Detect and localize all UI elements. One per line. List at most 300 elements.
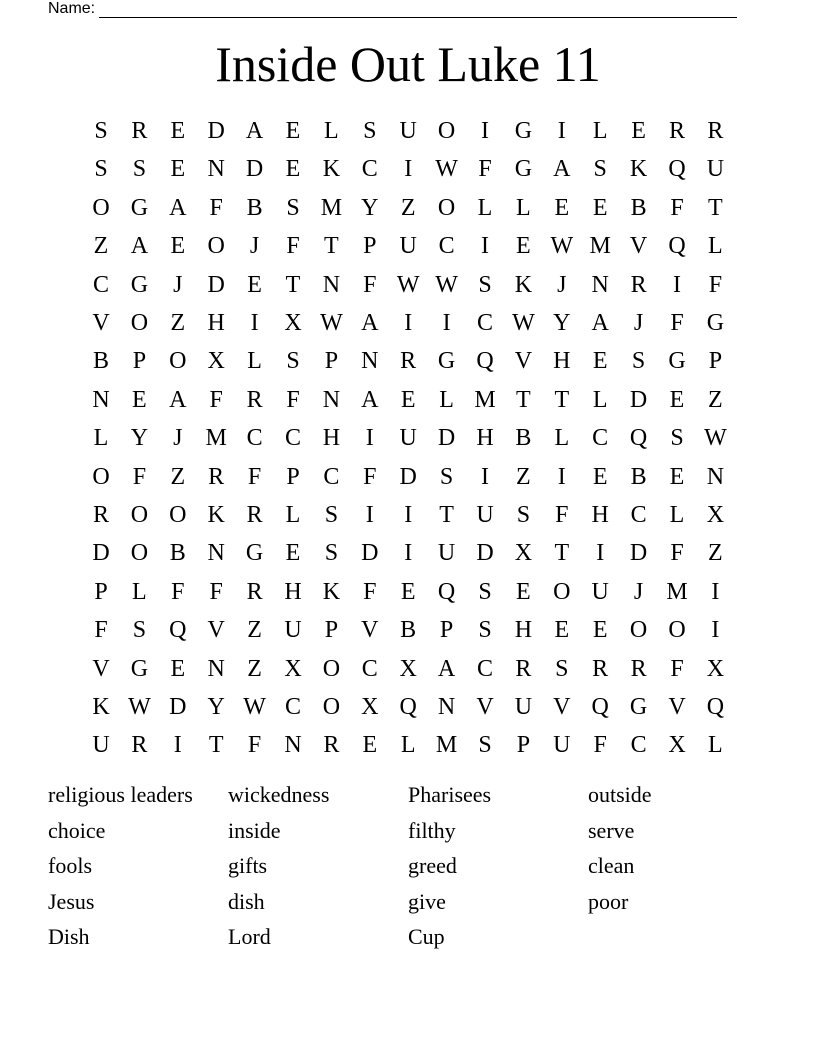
grid-cell[interactable]: V xyxy=(553,694,571,720)
word-list-item: Jesus xyxy=(48,888,95,914)
grid-cell[interactable]: A xyxy=(591,310,609,336)
grid-cell[interactable]: D xyxy=(245,156,264,183)
grid-cell[interactable]: A xyxy=(361,310,379,336)
grid-cell[interactable]: K xyxy=(92,694,110,720)
grid-cell[interactable]: Q xyxy=(629,425,648,452)
grid-cell[interactable]: H xyxy=(284,578,302,605)
grid-cell[interactable]: I xyxy=(673,271,681,298)
grid-cell[interactable]: T xyxy=(439,502,454,528)
word-list-item: poor xyxy=(588,888,629,914)
grid-cell[interactable]: O xyxy=(629,617,648,644)
grid-cell[interactable]: I xyxy=(557,118,566,144)
grid-cell[interactable]: X xyxy=(706,655,725,682)
grid-cell[interactable]: I xyxy=(711,617,720,644)
grid-cell[interactable]: U xyxy=(591,578,609,605)
grid-cell[interactable]: I xyxy=(365,425,374,452)
grid-cell[interactable]: X xyxy=(207,348,225,375)
grid-cell[interactable]: I xyxy=(173,732,182,759)
grid-cell[interactable]: C xyxy=(246,425,263,452)
grid-cell[interactable]: O xyxy=(322,655,341,682)
grid-cell[interactable]: E xyxy=(592,617,608,644)
grid-cell[interactable]: Q xyxy=(476,348,494,375)
grid-cell[interactable]: E xyxy=(170,655,186,682)
grid-cell[interactable]: L xyxy=(516,194,531,221)
grid-cell[interactable]: L xyxy=(93,425,109,452)
grid-cell[interactable]: L xyxy=(324,118,339,144)
name-field[interactable] xyxy=(48,0,737,18)
grid-cell[interactable]: L xyxy=(400,732,416,759)
grid-cell[interactable]: C xyxy=(284,694,301,720)
grid-cell[interactable]: I xyxy=(481,233,489,260)
grid-cell[interactable]: I xyxy=(481,463,489,490)
grid-cell[interactable]: K xyxy=(514,271,533,298)
grid-cell[interactable]: Q xyxy=(706,694,725,720)
grid-cell[interactable]: B xyxy=(92,348,109,375)
name-underline[interactable] xyxy=(99,2,737,18)
grid-cell[interactable]: W xyxy=(128,694,151,720)
grid-cell[interactable]: C xyxy=(323,463,340,490)
grid-cell[interactable]: C xyxy=(476,310,493,336)
grid-cell[interactable]: C xyxy=(592,425,609,452)
grid-cell[interactable]: R xyxy=(707,118,724,144)
grid-cell[interactable]: N xyxy=(207,156,225,183)
grid-cell[interactable]: J xyxy=(633,578,644,605)
grid-cell[interactable]: B xyxy=(630,463,647,490)
grid-cell[interactable]: J xyxy=(173,425,183,452)
grid-cell[interactable]: E xyxy=(247,271,262,298)
grid-cell[interactable]: E xyxy=(516,233,531,260)
grid-cell[interactable]: L xyxy=(285,502,301,528)
grid-cell[interactable]: E xyxy=(170,156,186,183)
grid-cell[interactable]: D xyxy=(169,694,187,720)
grid-cell[interactable]: S xyxy=(324,502,339,528)
grid-cell[interactable]: W xyxy=(550,233,574,260)
grid-cell[interactable]: N xyxy=(437,694,456,720)
word-list-item: outside xyxy=(588,782,652,807)
grid-cell[interactable]: M xyxy=(320,194,343,221)
grid-cell[interactable]: V xyxy=(207,617,225,644)
grid-cell[interactable]: L xyxy=(554,425,570,452)
grid-cell[interactable]: C xyxy=(361,655,378,682)
word-list-item: choice xyxy=(48,817,106,843)
grid-cell[interactable]: N xyxy=(284,732,302,759)
grid-cell[interactable]: N xyxy=(207,540,225,567)
grid-cell[interactable]: F xyxy=(363,271,377,298)
grid-cell[interactable]: R xyxy=(246,578,263,605)
grid-cell[interactable]: N xyxy=(706,463,725,490)
grid-cell[interactable]: G xyxy=(130,655,149,682)
word-list-item: fools xyxy=(48,853,92,879)
grid-cell[interactable]: S xyxy=(439,463,454,490)
grid-cell[interactable]: G xyxy=(130,271,149,298)
grid-cell[interactable]: M xyxy=(205,425,227,452)
grid-cell[interactable]: I xyxy=(404,502,413,528)
grid-cell[interactable]: L xyxy=(132,578,147,605)
grid-cell[interactable]: E xyxy=(516,578,531,605)
grid-cell[interactable]: F xyxy=(247,463,262,490)
grid-cell[interactable]: U xyxy=(399,118,417,144)
grid-cell[interactable]: I xyxy=(481,118,489,144)
grid-cell[interactable]: I xyxy=(404,540,413,567)
grid-cell[interactable]: Q xyxy=(399,694,417,720)
grid-cell[interactable]: Z xyxy=(93,233,109,260)
grid-cell[interactable]: K xyxy=(322,156,341,183)
grid-cell[interactable]: U xyxy=(399,425,417,452)
grid-cell[interactable]: I xyxy=(404,310,413,336)
grid-cell[interactable]: V xyxy=(514,348,533,375)
grid-cell[interactable]: E xyxy=(554,617,570,644)
grid-cell[interactable]: B xyxy=(630,194,647,221)
grid-cell[interactable]: E xyxy=(170,118,186,144)
grid-cell[interactable]: A xyxy=(169,386,187,413)
grid-cell[interactable]: S xyxy=(478,271,492,298)
grid-cell[interactable]: C xyxy=(361,156,378,183)
grid-cell[interactable]: E xyxy=(669,463,685,490)
grid-cell[interactable]: Q xyxy=(668,233,686,260)
grid-cell[interactable]: I xyxy=(442,310,451,336)
grid-cell[interactable]: Z xyxy=(400,194,416,221)
grid-cell[interactable]: O xyxy=(322,694,341,720)
grid-cell[interactable]: F xyxy=(209,386,223,413)
grid-cell[interactable]: W xyxy=(435,271,458,298)
grid-cell[interactable]: R xyxy=(208,463,225,490)
grid-cell[interactable]: S xyxy=(94,156,108,183)
grid-cell[interactable]: R xyxy=(323,732,340,759)
grid-cell[interactable]: P xyxy=(439,617,454,644)
grid-cell[interactable]: T xyxy=(516,386,531,413)
grid-cell[interactable]: S xyxy=(478,578,492,605)
grid-cell[interactable]: X xyxy=(399,655,417,682)
grid-cell[interactable]: O xyxy=(130,540,149,567)
grid-cell[interactable]: I xyxy=(404,156,413,183)
grid-cell[interactable]: V xyxy=(361,617,379,644)
grid-cell[interactable]: H xyxy=(514,617,533,644)
grid-cell[interactable]: L xyxy=(439,386,454,413)
grid-cell[interactable]: Z xyxy=(170,463,186,490)
grid-cell[interactable]: N xyxy=(92,386,110,413)
grid-cell[interactable]: C xyxy=(630,502,647,528)
grid-cell[interactable]: X xyxy=(514,540,533,567)
word-list-item: gifts xyxy=(228,853,268,879)
grid-cell[interactable]: F xyxy=(670,194,684,221)
grid-cell[interactable]: O xyxy=(207,233,225,260)
grid-cell[interactable]: C xyxy=(92,271,109,298)
grid-cell[interactable]: E xyxy=(285,156,301,183)
grid-cell[interactable]: O xyxy=(130,310,149,336)
grid-cell[interactable]: F xyxy=(555,502,569,528)
grid-cell[interactable]: F xyxy=(670,540,684,567)
grid-cell[interactable]: U xyxy=(284,617,302,644)
grid-cell[interactable]: J xyxy=(633,310,644,336)
grid-cell[interactable]: I xyxy=(250,310,259,336)
grid-cell[interactable]: D xyxy=(207,271,225,298)
grid-cell[interactable]: L xyxy=(669,502,685,528)
grid-cell[interactable]: V xyxy=(476,694,494,720)
grid-cell[interactable]: R xyxy=(668,118,685,144)
grid-cell[interactable]: F xyxy=(209,578,223,605)
grid-cell[interactable]: R xyxy=(131,118,148,144)
grid-cell[interactable]: Z xyxy=(247,617,262,644)
grid-cell[interactable]: T xyxy=(554,386,570,413)
grid-cell[interactable]: E xyxy=(631,118,646,144)
grid-cell[interactable]: Z xyxy=(708,540,723,567)
grid-cell[interactable]: S xyxy=(631,348,646,375)
grid-cell[interactable]: L xyxy=(592,386,608,413)
grid-cell[interactable]: D xyxy=(399,463,417,490)
grid-cell[interactable]: F xyxy=(670,310,684,336)
grid-cell[interactable]: E xyxy=(592,194,608,221)
grid-cell[interactable]: J xyxy=(173,271,183,298)
grid-cell[interactable]: T xyxy=(285,271,301,298)
grid-cell[interactable]: S xyxy=(363,118,377,144)
grid-cell[interactable]: Q xyxy=(591,694,609,720)
grid-cell[interactable]: O xyxy=(92,194,110,221)
grid-cell[interactable]: V xyxy=(92,655,110,682)
grid-cell[interactable]: F xyxy=(363,463,377,490)
grid-cell[interactable]: V xyxy=(629,233,648,260)
grid-cell[interactable]: A xyxy=(361,386,379,413)
grid-cell[interactable]: Z xyxy=(170,310,186,336)
grid-cell[interactable]: Q xyxy=(169,617,187,644)
grid-cell[interactable]: U xyxy=(476,502,494,528)
grid-cell[interactable]: N xyxy=(591,271,609,298)
grid-cell[interactable]: S xyxy=(94,118,108,144)
grid-cell[interactable]: B xyxy=(169,540,186,567)
grid-cell[interactable]: H xyxy=(591,502,609,528)
grid-cell[interactable]: E xyxy=(400,578,416,605)
grid-cell[interactable]: Z xyxy=(516,463,531,490)
grid-cell[interactable]: X xyxy=(284,655,302,682)
grid-cell[interactable]: W xyxy=(396,271,420,298)
grid-cell[interactable]: E xyxy=(592,463,608,490)
grid-cell[interactable]: U xyxy=(514,694,533,720)
grid-cell[interactable]: J xyxy=(249,233,260,260)
grid-cell[interactable]: F xyxy=(286,233,300,260)
grid-cell[interactable]: E xyxy=(170,233,186,260)
word-list-item: inside xyxy=(228,817,281,843)
grid-cell[interactable]: F xyxy=(247,732,262,759)
grid-cell[interactable]: P xyxy=(132,348,147,375)
grid-cell[interactable]: S xyxy=(555,655,569,682)
grid-cell[interactable]: W xyxy=(243,694,266,720)
grid-cell[interactable]: A xyxy=(245,118,264,144)
grid-cell[interactable]: F xyxy=(286,386,300,413)
grid-cell[interactable]: F xyxy=(593,732,607,759)
grid-cell[interactable]: C xyxy=(284,425,301,452)
grid-cell[interactable]: X xyxy=(706,502,725,528)
grid-cell[interactable]: V xyxy=(668,694,686,720)
grid-cell[interactable]: D xyxy=(92,540,110,567)
grid-cell[interactable]: K xyxy=(207,502,225,528)
grid-cell[interactable]: S xyxy=(132,156,147,183)
grid-cell[interactable]: R xyxy=(630,271,647,298)
grid-cell[interactable]: T xyxy=(708,194,723,221)
grid-cell[interactable]: S xyxy=(478,617,492,644)
grid-cell[interactable]: O xyxy=(169,502,187,528)
grid-cell[interactable]: Q xyxy=(437,578,456,605)
grid-cell[interactable]: E xyxy=(362,732,378,759)
grid-cell[interactable]: B xyxy=(400,617,417,644)
grid-cell[interactable]: F xyxy=(708,271,723,298)
grid-cell[interactable]: I xyxy=(365,502,374,528)
grid-cell[interactable]: G xyxy=(706,310,725,336)
grid-cell[interactable]: G xyxy=(437,348,456,375)
grid-cell[interactable]: L xyxy=(708,233,723,260)
grid-cell[interactable]: F xyxy=(171,578,185,605)
grid-cell[interactable]: U xyxy=(437,540,456,567)
grid-cell[interactable]: I xyxy=(596,540,605,567)
grid-cell[interactable]: B xyxy=(246,194,263,221)
grid-cell[interactable]: S xyxy=(132,617,147,644)
grid-cell[interactable]: F xyxy=(478,156,492,183)
grid-cell[interactable]: T xyxy=(554,540,570,567)
grid-cell[interactable]: O xyxy=(130,502,149,528)
grid-cell[interactable]: R xyxy=(246,386,263,413)
grid-cell[interactable]: Y xyxy=(553,310,571,336)
grid-cell[interactable]: S xyxy=(516,502,531,528)
grid-cell[interactable]: S xyxy=(593,156,607,183)
grid-cell[interactable]: R xyxy=(592,655,609,682)
grid-cell[interactable]: G xyxy=(629,694,648,720)
grid-cell[interactable]: I xyxy=(711,578,720,605)
grid-cell[interactable]: N xyxy=(322,271,341,298)
grid-cell[interactable]: H xyxy=(553,348,571,375)
grid-cell[interactable]: N xyxy=(207,655,225,682)
grid-cell[interactable]: E xyxy=(132,386,147,413)
grid-cell[interactable]: E xyxy=(669,386,685,413)
grid-cell[interactable]: M xyxy=(435,732,458,759)
grid-cell[interactable]: P xyxy=(708,348,723,375)
grid-cell[interactable]: R xyxy=(131,732,148,759)
grid-cell[interactable]: S xyxy=(286,348,300,375)
grid-cell[interactable]: P xyxy=(324,617,339,644)
grid-cell[interactable]: L xyxy=(247,348,262,375)
grid-cell[interactable]: S xyxy=(286,194,300,221)
grid-cell[interactable]: P xyxy=(286,463,300,490)
grid-cell[interactable]: X xyxy=(668,732,686,759)
grid-cell[interactable]: M xyxy=(666,578,688,605)
grid-cell[interactable]: F xyxy=(209,194,223,221)
grid-cell[interactable]: G xyxy=(130,194,149,221)
grid-cell[interactable]: G xyxy=(668,348,686,375)
grid-cell[interactable]: X xyxy=(361,694,379,720)
grid-cell[interactable]: G xyxy=(245,540,264,567)
grid-cell[interactable]: B xyxy=(515,425,532,452)
grid-cell[interactable]: I xyxy=(557,463,566,490)
grid-cell[interactable]: K xyxy=(322,578,341,605)
grid-cell[interactable]: L xyxy=(592,118,608,144)
grid-cell[interactable]: P xyxy=(324,348,339,375)
grid-cell[interactable]: D xyxy=(361,540,379,567)
grid-cell[interactable]: O xyxy=(92,463,110,490)
grid-cell[interactable]: Y xyxy=(207,694,225,720)
grid-cell[interactable]: F xyxy=(363,578,377,605)
grid-cell[interactable]: L xyxy=(708,732,723,759)
grid-cell[interactable]: E xyxy=(285,540,301,567)
grid-cell[interactable]: S xyxy=(670,425,684,452)
grid-cell[interactable]: U xyxy=(553,732,571,759)
grid-cell[interactable]: A xyxy=(130,233,149,260)
grid-cell[interactable]: Y xyxy=(361,194,379,221)
grid-cell[interactable]: H xyxy=(322,425,341,452)
grid-cell[interactable]: O xyxy=(169,348,187,375)
grid-cell[interactable]: Z xyxy=(708,386,723,413)
grid-cell[interactable]: P xyxy=(94,578,108,605)
grid-cell[interactable]: O xyxy=(553,578,571,605)
grid-cell[interactable]: R xyxy=(92,502,109,528)
grid-cell[interactable]: R xyxy=(515,655,532,682)
grid-cell[interactable]: D xyxy=(629,540,648,567)
grid-cell[interactable]: D xyxy=(437,425,456,452)
grid-cell[interactable]: M xyxy=(474,386,496,413)
grid-cell[interactable]: D xyxy=(629,386,648,413)
grid-cell[interactable]: P xyxy=(516,732,531,759)
word-list-item: filthy xyxy=(408,817,456,843)
grid-cell[interactable]: N xyxy=(361,348,379,375)
grid-cell[interactable]: O xyxy=(437,194,456,221)
grid-cell[interactable]: G xyxy=(514,118,533,144)
grid-cell[interactable]: R xyxy=(246,502,263,528)
grid-cell[interactable]: C xyxy=(476,655,493,682)
word-list-item: Lord xyxy=(228,924,271,950)
grid-cell[interactable]: A xyxy=(553,156,571,183)
grid-cell[interactable]: U xyxy=(706,156,725,183)
grid-cell[interactable]: W xyxy=(435,156,458,183)
grid-cell[interactable]: F xyxy=(670,655,684,682)
grid-cell[interactable]: X xyxy=(284,310,302,336)
grid-cell[interactable]: T xyxy=(208,732,224,759)
grid-cell[interactable]: S xyxy=(478,732,492,759)
grid-cell[interactable]: W xyxy=(320,310,343,336)
grid-cell[interactable]: M xyxy=(589,233,611,260)
grid-cell[interactable]: H xyxy=(207,310,225,336)
grid-cell[interactable]: R xyxy=(630,655,647,682)
grid-cell[interactable]: O xyxy=(437,118,456,144)
grid-cell[interactable]: F xyxy=(94,617,108,644)
grid-cell[interactable]: C xyxy=(438,233,455,260)
grid-cell[interactable]: U xyxy=(399,233,417,260)
grid-cell[interactable]: P xyxy=(363,233,377,260)
grid-cell[interactable]: O xyxy=(668,617,686,644)
grid-cell[interactable]: H xyxy=(476,425,494,452)
grid-cell[interactable]: E xyxy=(592,348,608,375)
grid-cell[interactable]: C xyxy=(630,732,647,759)
grid-cell[interactable]: W xyxy=(512,310,535,336)
grid-cell[interactable]: J xyxy=(557,271,567,298)
grid-cell[interactable]: E xyxy=(285,118,301,144)
grid-cell[interactable]: N xyxy=(322,386,341,413)
grid-cell[interactable]: E xyxy=(400,386,416,413)
grid-cell[interactable]: Q xyxy=(668,156,686,183)
grid-cell[interactable]: S xyxy=(324,540,339,567)
grid-cell[interactable]: E xyxy=(554,194,570,221)
grid-cell[interactable]: Y xyxy=(130,425,149,452)
grid-cell[interactable]: K xyxy=(629,156,648,183)
grid-cell[interactable]: V xyxy=(92,310,110,336)
grid-cell[interactable]: T xyxy=(324,233,339,260)
grid-cell[interactable]: D xyxy=(476,540,494,567)
grid-cell[interactable]: Z xyxy=(247,655,262,682)
grid-cell[interactable]: D xyxy=(207,118,225,144)
grid-cell[interactable]: W xyxy=(704,425,727,452)
grid-cell[interactable]: R xyxy=(400,348,417,375)
grid-cell[interactable]: G xyxy=(514,156,533,183)
grid-cell[interactable]: A xyxy=(169,194,187,221)
grid-cell[interactable]: A xyxy=(437,655,456,682)
grid-cell[interactable]: L xyxy=(477,194,493,221)
grid-cell[interactable]: F xyxy=(132,463,147,490)
grid-cell[interactable]: U xyxy=(92,732,110,759)
